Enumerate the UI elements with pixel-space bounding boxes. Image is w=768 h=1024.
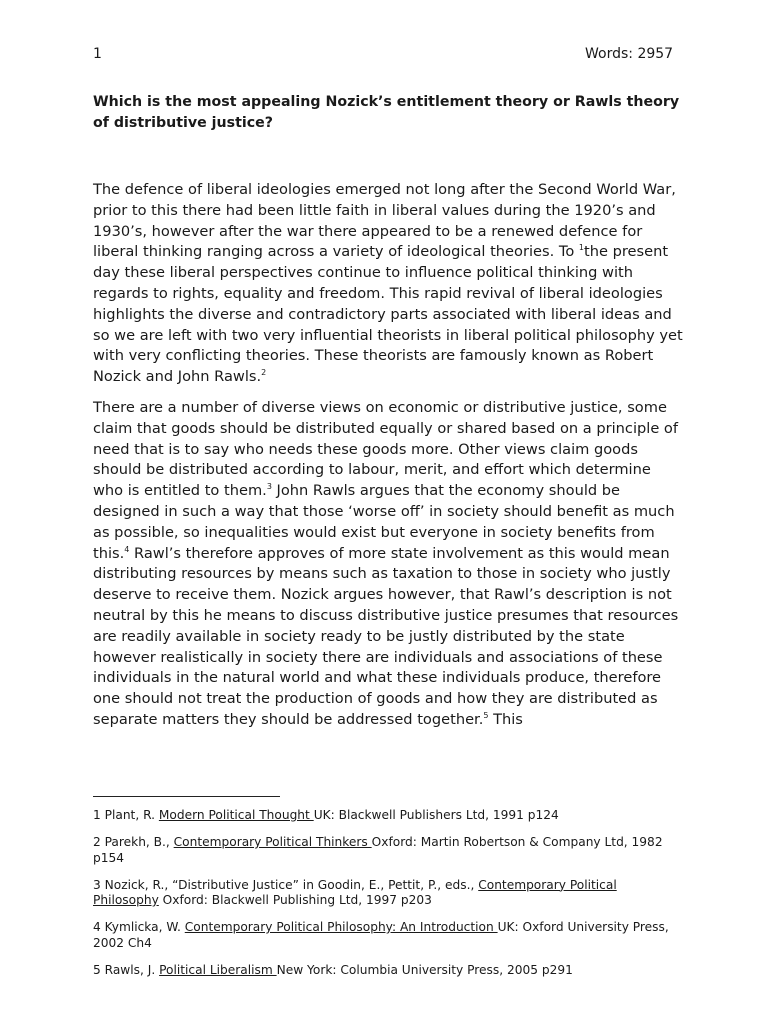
paragraph-1-text-b: the present day these liberal perspectives continue to influence political thinking with regards to rights, equality and freedom. This rapid revival of liberal ideologies highlights the diverse and contradictory parts associated with liberal ideas and so we are left with two very influential theorists in liberal political philosophy yet with very conflicting theories. These theorists are famously known as Robert Nozick and John Rawls. [93, 243, 683, 386]
footnote-5-publisher: New York: Columbia University Press, 2005 p291 [276, 962, 573, 977]
footnote-3-author: 3 Nozick, R., “Distributive Justice” in Goodin, E., Pettit, P., eds., [93, 877, 479, 892]
footnote-2 [93, 835, 683, 866]
footnote-ref-3[interactable]: 3 [266, 482, 272, 492]
footnote-ref-4[interactable]: 4 [124, 544, 130, 554]
footnote-2-publisher: Oxford: Martin Robertson & Company Ltd, 1982 p154 [93, 835, 663, 865]
paragraph-2-text-b: John Rawls argues that the economy should be designed in such a way that those ‘worse off’ in society should benefit as much as possible, so inequalities would exist but everyone in society benefits from this. [93, 482, 675, 562]
footnote-ref-2[interactable]: 2 [261, 368, 267, 378]
footnote-3 [93, 878, 683, 909]
footnote-4 [93, 920, 683, 951]
footnote-4-author: 4 Kymlicka, W. [93, 920, 185, 934]
footnote-4-publisher: UK: Oxford University Press, 2002 Ch4 [93, 920, 669, 950]
paragraph-2-text-a: There are a number of diverse views on economic or distributive justice, some claim that goods should be distributed equally or shared based on a principle of need that is to say who needs these goods more. Other views claim goods should be distributed according to labour, merit, and effort which determine who is entitled to them. [93, 398, 678, 500]
footnote-5-title: Political Liberalism [159, 962, 277, 977]
footnote-2-title: Contemporary Political Thinkers [173, 835, 372, 849]
paragraph-2-text-c: Rawl’s therefore approves of more state involvement as this would mean distributing resources by means such as taxation to those in society who justly deserve to receive them. Nozick argues however, that Rawl’s description is not neutral by this he means to discuss distributive justice presumes that resources are readily available in society ready to be justly distributed by the state however realistically in society there are individuals and associations of these individuals in the natural world and what these individuals produce, therefore one should not treat the production of goods and how they are distributed as separate matters they should be addressed together. [93, 544, 679, 728]
footnote-5-author: 5 Rawls, J. [93, 962, 160, 977]
footnote-ref-1[interactable]: 1 [578, 243, 584, 253]
page-number: 1 [93, 46, 102, 62]
paragraph-1-text-a: The defence of liberal ideologies emerged not long after the Second World War, prior to this there had been little faith in liberal values during the 1920’s and 1930’s, however after the war there appeared to be a renewed defence for liberal thinking ranging across a variety of ideological theories. To [93, 181, 676, 261]
word-count: Words: 2957 [585, 46, 674, 62]
footnote-1-title: Modern Political Thought [158, 808, 314, 822]
footnote-5 [93, 963, 683, 979]
footnote-1-author: 1 Plant, R. [93, 808, 159, 822]
essay-body [93, 180, 683, 731]
footnote-1-publisher: UK: Blackwell Publishers Ltd, 1991 p124 [313, 808, 559, 822]
paragraph-1 [93, 180, 683, 388]
footnote-3-title: Contemporary Political Philosophy [93, 877, 617, 907]
footnote-4-title: Contemporary Political Philosophy: An Introduction [184, 920, 498, 934]
footnotes [93, 808, 683, 990]
footnote-3-publisher: Oxford: Blackwell Publishing Ltd, 1997 p203 [158, 893, 432, 907]
footnote-ref-5[interactable]: 5 [483, 711, 489, 721]
footnote-separator [93, 796, 280, 797]
footnote-2-author: 2 Parekh, B., [93, 835, 174, 849]
paragraph-2 [93, 398, 683, 731]
paragraph-2-text-d: This [488, 710, 523, 728]
essay-title: Which is the most appealing Nozick’s entitlement theory or Rawls theory of distributive justice? [93, 94, 680, 131]
footnote-1 [93, 808, 683, 824]
